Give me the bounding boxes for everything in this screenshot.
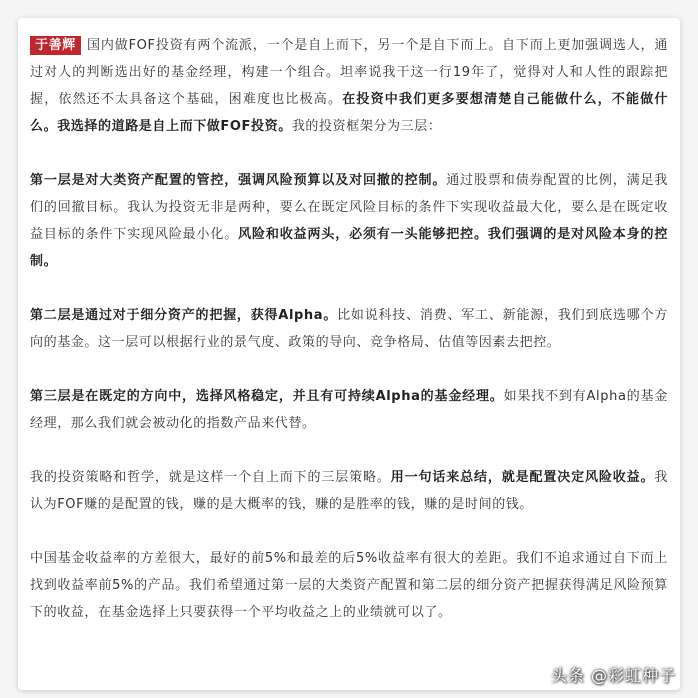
- p2-bold-2: 风险和收益两头，必须有一头能够把控。我们强调的是对风险本身的控制。: [30, 227, 668, 269]
- p5-text-2: 我认为FOF赚的是配置的钱，赚的是大概率的钱，赚的是胜率的钱，赚的是时间的钱。: [30, 470, 668, 512]
- paragraph-4: [30, 383, 668, 437]
- p1-text-1: 国内做FOF投资有两个流派，一个是自上而下，另一个是自下而上。自下而上更加强调选人，通过对人的判断选出好的基金经理，构建一个组合。坦率说我干这一行19年了，觉得对人和人性的跟踪把握，依然还不太具备这个基础，困难度也比极高。: [30, 38, 668, 107]
- paragraph-2: [30, 167, 668, 275]
- paragraph-1: [30, 32, 668, 140]
- p3-text-1: 比如说科技、消费、军工、新能源，我们到底选哪个方向的基金。这一层可以根据行业的景气度、政策的导向、竞争格局、估值等因素去把控。: [30, 308, 668, 350]
- article-card: [18, 18, 680, 690]
- p3-bold-1: 第二层是通过对于细分资产的把握，获得Alpha。: [30, 308, 338, 323]
- author-tag: 于善辉: [30, 36, 81, 55]
- p5-text-1: 我的投资策略和哲学，就是这样一个自上而下的三层策略。: [30, 470, 391, 485]
- watermark: 头条 @彩虹种子: [550, 666, 676, 685]
- p5-bold-1: 用一句话来总结，就是配置决定风险收益。: [390, 470, 655, 485]
- p1-bold-1: 在投资中我们更多要想清楚自己能做什么，不能做什么。我选择的道路是自上而下做FOF投资。: [30, 92, 668, 134]
- article-body: [30, 32, 668, 653]
- paragraph-6: [30, 545, 668, 626]
- p4-text-1: 如果找不到有Alpha的基金经理，那么我们就会被动化的指数产品来代替。: [30, 389, 668, 431]
- p6-text-1: 中国基金收益率的方差很大，最好的前5%和最差的后5%收益率有很大的差距。我们不追求通过自下而上找到收益率前5%的产品。我们希望通过第一层的大类资产配置和第二层的细分资产把握获得满足风险预算下的收益，在基金选择上只要获得一个平均收益之上的业绩就可以了。: [30, 551, 668, 620]
- paragraph-3: [30, 302, 668, 356]
- p4-bold-1: 第三层是在既定的方向中，选择风格稳定，并且有可持续Alpha的基金经理。: [30, 389, 504, 404]
- p1-text-2: 我的投资框架分为三层：: [291, 119, 442, 134]
- paragraph-5: [30, 464, 668, 518]
- p2-bold-1: 第一层是对大类资产配置的管控，强调风险预算以及对回撤的控制。: [30, 173, 447, 188]
- p2-text-1: 通过股票和债券配置的比例，满足我们的回撤目标。我认为投资无非是两种，要么在既定风险目标的条件下实现收益最大化，要么是在既定收益目标的条件下实现风险最小化。: [30, 173, 668, 242]
